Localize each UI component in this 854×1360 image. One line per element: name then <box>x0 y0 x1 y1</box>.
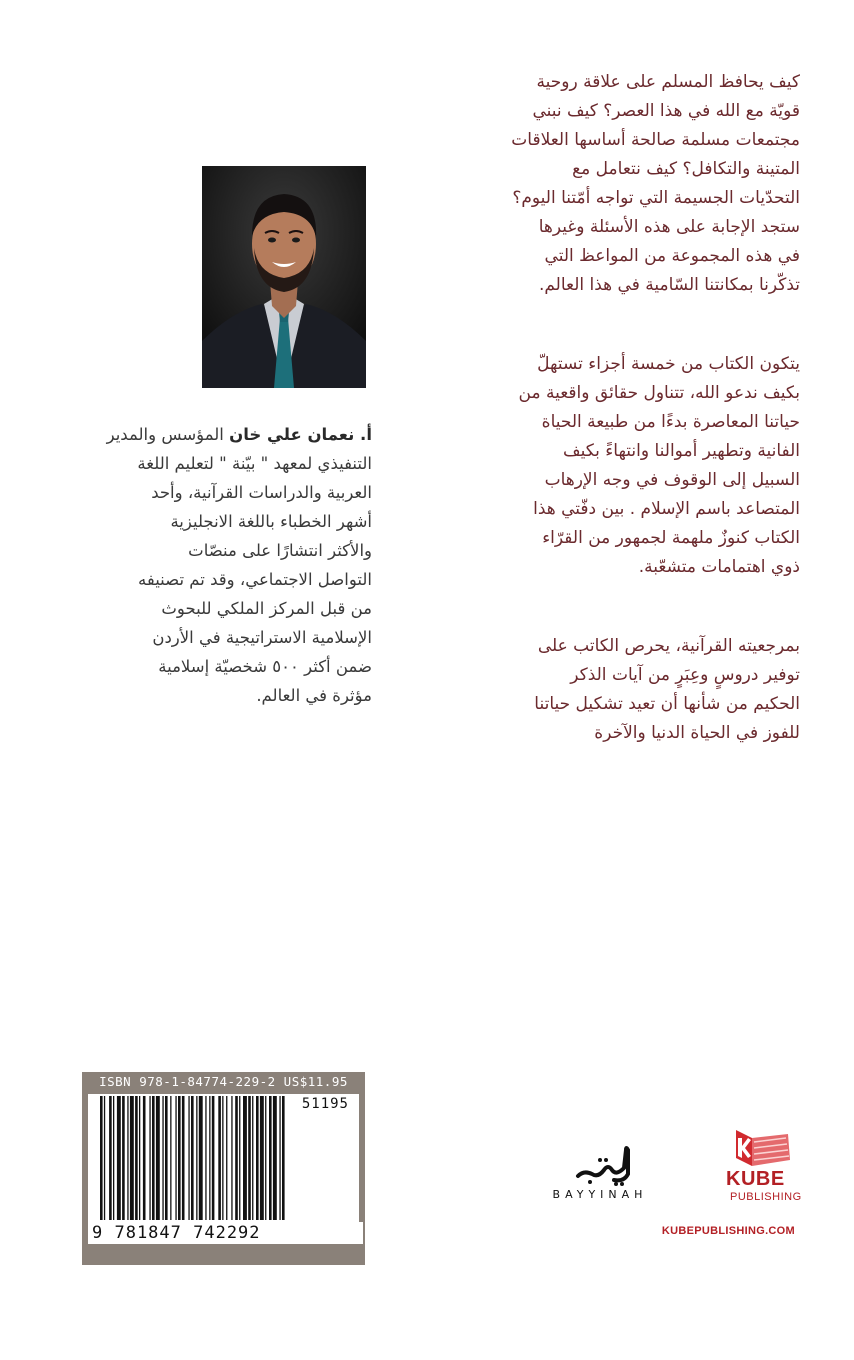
barcode-bar <box>122 1096 125 1220</box>
barcode-bar <box>282 1096 285 1220</box>
barcode-bar <box>212 1096 215 1220</box>
barcode-bar <box>127 1096 128 1220</box>
blurb-line: الحكيم من شأنها أن تعيد تشكيل حياتنا <box>534 694 800 714</box>
barcode-bar <box>135 1096 138 1220</box>
author-bio-line: ضمن أكثر ٥٠٠ شخصيّة إسلامية <box>158 657 372 676</box>
barcode-bar <box>222 1096 223 1220</box>
blurb-line: قويّة مع الله في هذا العصر؟ كيف نبني <box>532 101 800 121</box>
bayyinah-logo <box>540 1140 660 1200</box>
barcode-bar <box>104 1096 105 1220</box>
barcode-bar <box>117 1096 121 1220</box>
barcode-bar <box>162 1096 163 1220</box>
blurb-line: توفير دروسٍ وعِبَرٍ من آيات الذكر <box>570 665 800 685</box>
barcode-bar <box>273 1096 277 1220</box>
publisher-website: KUBEPUBLISHING.COM <box>661 1225 795 1237</box>
barcode-bar <box>248 1096 251 1220</box>
author-bio-line <box>107 425 372 444</box>
blurb-line: بكيف ندعو الله، تتناول حقائق واقعية من <box>518 383 800 403</box>
barcode-bar <box>252 1096 253 1220</box>
author-bio-text: المؤسس والمدير <box>106 425 230 444</box>
barcode-bar <box>235 1096 238 1220</box>
author-bio-line: مؤثرة في العالم. <box>256 686 372 705</box>
blurb-line: بمرجعيته القرآنية، يحرص الكاتب على <box>537 636 800 656</box>
author-bio-line: التنفيذي لمعهد " بيّنة " لتعليم اللغة <box>137 454 372 473</box>
kube-publishing-logo <box>718 1128 818 1208</box>
kube-wordmark: KUBE <box>726 1168 785 1190</box>
author-bio-line: من قبل المركز الملكي للبحوث <box>161 599 372 618</box>
isbn-digits: 9 781847 742292 <box>88 1222 363 1244</box>
barcode-area <box>88 1094 359 1244</box>
isbn-label: ISBN 978-1-84774-229-2 US$11.95 <box>99 1074 348 1089</box>
blurb-line: للفوز في الحياة الدنيا والآخرة <box>594 723 800 743</box>
barcode-bar <box>156 1096 160 1220</box>
barcode-bar <box>188 1096 189 1220</box>
blurb-line: التحدّيات الجسيمة التي تواجه أمّتنا اليوم؟ <box>512 188 800 208</box>
price-code: 51195 <box>301 1096 349 1112</box>
blurb-line: مجتمعات مسلمة صالحة أساسها العلاقات <box>511 130 800 150</box>
blurb-line: المتصاعد باسم الإسلام . بين دفّتي هذا <box>533 499 800 519</box>
barcode-bar <box>218 1096 221 1220</box>
barcode-bar <box>265 1096 266 1220</box>
blurb-line: السبيل إلى الوقوف في وجه الإرهاب <box>544 470 800 490</box>
author-name: أ. نعمان علي خان <box>229 425 372 444</box>
bayyinah-calligraphy-icon <box>540 1140 660 1186</box>
blurb-line: يتكون الكتاب من خمسة أجزاء تستهلّ <box>537 354 800 374</box>
blurb-line: ذوي اهتمامات متشعّبة. <box>638 557 800 577</box>
barcode-bar <box>256 1096 259 1220</box>
barcode-bar <box>191 1096 194 1220</box>
barcode-bar <box>226 1096 227 1220</box>
barcode-bar <box>149 1096 150 1220</box>
kube-book-icon <box>718 1128 818 1170</box>
barcode-bar <box>239 1096 240 1220</box>
barcode-bar <box>182 1096 185 1220</box>
author-bio-line: العربية والدراسات القرآنية، وأحد <box>151 483 372 502</box>
blurb-line: الكتاب كنوزٌ ملهمة لجمهور من القرّاء <box>542 528 800 548</box>
blurb-line: المتينة والتكافل؟ كيف نتعامل مع <box>572 159 800 179</box>
barcode-bar <box>109 1096 112 1220</box>
barcode-bar <box>199 1096 203 1220</box>
barcode-bar <box>143 1096 146 1220</box>
book-blurb <box>470 68 800 748</box>
barcode-bar <box>130 1096 134 1220</box>
barcode-bar <box>209 1096 210 1220</box>
barcode-bar <box>113 1096 114 1220</box>
blurb-line: كيف يحافظ المسلم على علاقة روحية <box>536 72 800 92</box>
barcode-bar <box>170 1096 171 1220</box>
barcode-bar <box>205 1096 206 1220</box>
barcode-bar <box>231 1096 232 1220</box>
barcode-bar <box>178 1096 181 1220</box>
author-bio-line: الإسلامية الاستراتيجية في الأردن <box>152 628 372 647</box>
author-bio-line: التواصل الاجتماعي، وقد تم تصنيفه <box>138 570 372 589</box>
kube-subtitle: PUBLISHING <box>730 1191 802 1203</box>
author-photo <box>202 166 366 388</box>
barcode-bar <box>165 1096 168 1220</box>
barcode-bar <box>243 1096 247 1220</box>
blurb-line: الفانية وتطهير أموالنا وانتهاءً بكيف <box>563 441 800 461</box>
isbn-barcode <box>82 1072 365 1265</box>
blurb-line: تذكّرنا بمكانتنا السّامية في هذا العالم. <box>538 275 800 295</box>
bayyinah-wordmark: BAYYINAH <box>552 1188 648 1201</box>
author-bio-line: أشهر الخطباء باللغة الانجليزية <box>170 512 372 531</box>
barcode-bar <box>100 1096 103 1220</box>
author-bio-line: والأكثر انتشارًا على منصّات <box>188 541 372 560</box>
blurb-paragraph-1 <box>470 68 800 300</box>
blurb-line: في هذه المجموعة من المواعظ التي <box>544 246 800 266</box>
blurb-paragraph-2 <box>470 350 800 582</box>
barcode-bar <box>175 1096 176 1220</box>
blurb-line: ستجد الإجابة على هذه الأسئلة وغيرها <box>538 217 800 237</box>
barcode-bar <box>196 1096 197 1220</box>
barcode-bar <box>152 1096 155 1220</box>
barcode-bar <box>139 1096 140 1220</box>
author-portrait-image <box>202 166 366 388</box>
barcode-bar <box>269 1096 272 1220</box>
barcode-bars <box>88 1094 359 1222</box>
author-bio <box>82 420 372 710</box>
blurb-line: حياتنا المعاصرة بدءًا من طبيعة الحياة <box>541 412 800 432</box>
barcode-bar <box>260 1096 264 1220</box>
barcode-bar <box>279 1096 280 1220</box>
blurb-paragraph-3 <box>470 632 800 748</box>
